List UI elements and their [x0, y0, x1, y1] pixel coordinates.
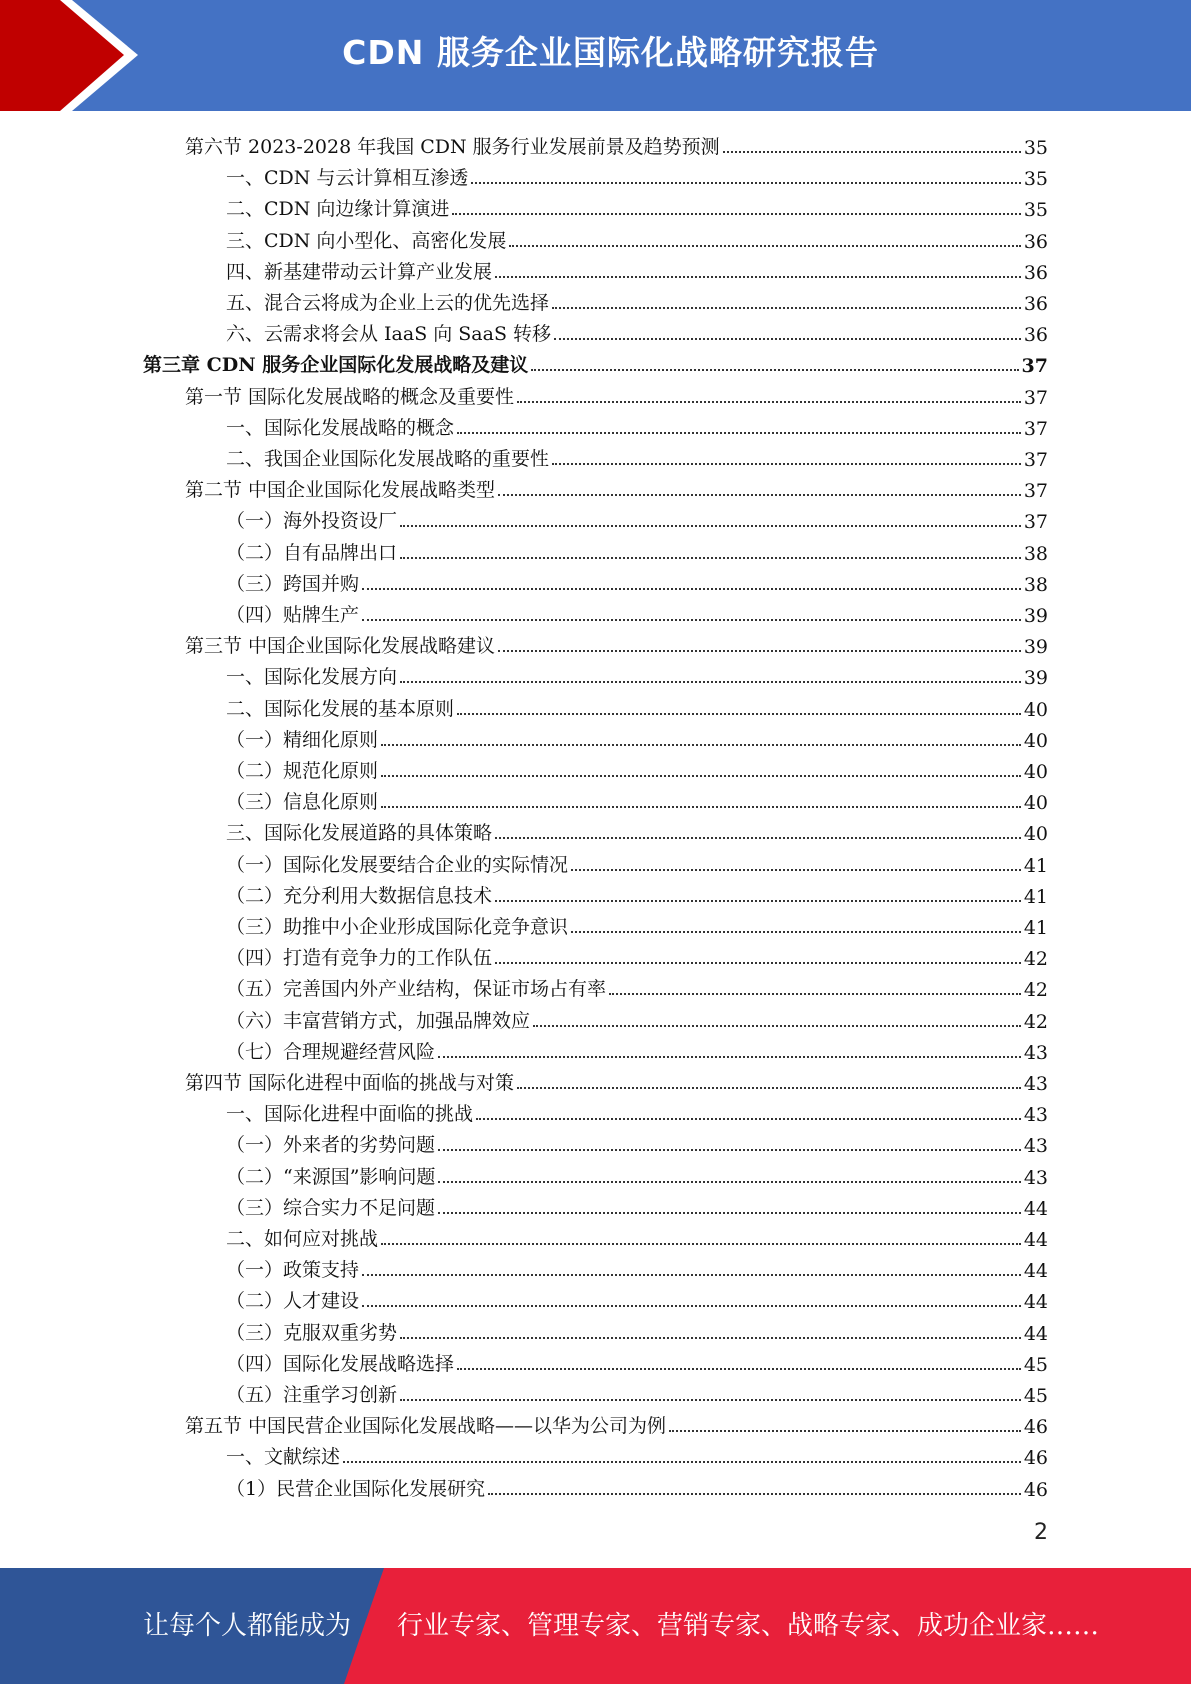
toc-entry-page: 35	[1023, 199, 1048, 222]
toc-entry-title: 第三章 CDN 服务企业国际化发展战略及建议	[143, 354, 529, 377]
toc-entry[interactable]	[185, 1407, 1048, 1438]
toc-dot-leader	[400, 1399, 1021, 1401]
toc-entry-page: 41	[1023, 917, 1048, 939]
toc-dot-leader	[438, 1181, 1020, 1183]
toc-dot-leader	[362, 588, 1021, 590]
toc-entry-page: 36	[1023, 230, 1048, 253]
toc-dot-leader	[723, 151, 1021, 153]
toc-dot-leader	[517, 401, 1021, 403]
toc-entry-title: 第四节 国际化进程中面临的挑战与对策	[185, 1072, 515, 1094]
toc-entry-title: （一）国际化发展要结合企业的实际情况	[226, 853, 569, 876]
toc-entry-page: 44	[1023, 1260, 1048, 1283]
toc-entry-title: （六）丰富营销方式，加强品牌效应	[226, 1009, 531, 1032]
toc-entry-title: （三）克服双重劣势	[226, 1321, 398, 1344]
toc-dot-leader	[457, 1368, 1021, 1370]
toc-entry[interactable]	[226, 1345, 1048, 1376]
toc-entry-page: 40	[1023, 792, 1048, 815]
toc-entry-page: 43	[1023, 1041, 1048, 1064]
toc-entry-title: （七）合理规避经营风险	[226, 1040, 436, 1063]
toc-entry[interactable]	[226, 752, 1048, 783]
toc-entry[interactable]	[226, 1470, 1048, 1501]
toc-entry-title: （三）信息化原则	[226, 791, 379, 814]
toc-dot-leader	[362, 1305, 1021, 1307]
toc-entry-page: 43	[1023, 1166, 1048, 1189]
toc-dot-leader	[554, 338, 1021, 340]
toc-entry-title: 三、国际化发展道路的具体策略	[226, 822, 493, 845]
footer-slogan-left: 让每个人都能成为	[143, 1611, 352, 1641]
toc-dot-leader	[609, 993, 1021, 995]
toc-dot-leader	[457, 432, 1021, 434]
toc-dot-leader	[438, 1149, 1021, 1151]
toc-entry-page: 42	[1023, 979, 1048, 1002]
toc-dot-leader	[362, 619, 1021, 621]
toc-dot-leader	[533, 1025, 1021, 1027]
toc-entry-title: （一）精细化原则	[226, 728, 379, 751]
toc-dot-leader	[495, 900, 1021, 902]
toc-entry-page: 35	[1023, 137, 1048, 159]
toc-entry[interactable]	[226, 1251, 1048, 1282]
page-number: 2	[1034, 1520, 1048, 1545]
toc-dot-leader	[498, 494, 1021, 496]
toc-entry-page: 37	[1023, 480, 1048, 503]
toc-entry[interactable]	[226, 908, 1048, 939]
toc-entry-page: 40	[1023, 823, 1048, 846]
page-footer	[0, 1568, 1191, 1684]
toc-entry-page: 39	[1023, 636, 1048, 659]
toc-entry-page: 40	[1023, 698, 1048, 721]
toc-entry-title: 四、新基建带动云计算产业发展	[226, 260, 493, 283]
toc-entry-title: （五）注重学习创新	[226, 1384, 398, 1406]
toc-entry[interactable]	[185, 128, 1048, 159]
toc-entry-page: 43	[1023, 1135, 1048, 1158]
toc-entry-page: 40	[1023, 729, 1048, 752]
toc-entry-title: （二）“来源国”影响问题	[226, 1165, 436, 1188]
toc-dot-leader	[488, 1493, 1021, 1495]
toc-entry-title: （三）综合实力不足问题	[226, 1196, 436, 1219]
toc-dot-leader	[509, 245, 1020, 247]
toc-entry-page: 36	[1023, 293, 1048, 315]
toc-entry-page: 42	[1023, 1010, 1048, 1033]
toc-dot-leader	[381, 744, 1021, 746]
toc-dot-leader	[400, 1337, 1021, 1339]
header-title: CDN 服务企业国际化战略研究报告	[342, 33, 879, 72]
toc-dot-leader	[495, 962, 1021, 964]
toc-entry-page: 46	[1023, 1416, 1048, 1439]
toc-entry[interactable]	[226, 440, 1048, 471]
toc-entry[interactable]	[226, 1002, 1048, 1033]
toc-entry[interactable]	[226, 222, 1048, 253]
toc-entry-title: 第一节 国际化发展战略的概念及重要性	[185, 385, 515, 408]
toc-dot-leader	[400, 681, 1021, 683]
toc-entry[interactable]	[226, 1282, 1048, 1313]
toc-entry-page: 45	[1023, 1353, 1048, 1376]
toc-entry[interactable]	[226, 409, 1048, 440]
toc-entry-title: 六、云需求将会从 IaaS 向 SaaS 转移	[226, 323, 552, 346]
toc-entry-page: 44	[1023, 1197, 1048, 1220]
toc-entry-title: 二、如何应对挑战	[226, 1228, 379, 1250]
toc-entry-title: 第六节 2023-2028 年我国 CDN 服务行业发展前景及趋势预测	[185, 136, 720, 158]
toc-dot-leader	[495, 276, 1021, 278]
toc-entry[interactable]	[226, 596, 1048, 627]
toc-entry[interactable]	[185, 1064, 1048, 1095]
toc-dot-leader	[498, 650, 1021, 652]
toc-entry-title: （四）国际化发展战略选择	[226, 1352, 455, 1375]
toc-dot-leader	[471, 182, 1020, 184]
toc-entry-page: 39	[1023, 605, 1048, 627]
toc-entry[interactable]	[226, 939, 1048, 970]
toc-dot-leader	[476, 1118, 1021, 1120]
toc-dot-leader	[495, 837, 1021, 839]
toc-dot-leader	[552, 463, 1021, 465]
toc-dot-leader	[438, 1212, 1021, 1214]
toc-entry-page: 43	[1023, 1104, 1048, 1127]
toc-entry-page: 37	[1023, 449, 1048, 471]
toc-entry[interactable]	[226, 534, 1048, 565]
toc-entry-page: 36	[1023, 324, 1048, 347]
toc-entry-title: （三）跨国并购	[226, 572, 360, 595]
toc-dot-leader	[571, 869, 1021, 871]
toc-dot-leader	[381, 1243, 1021, 1245]
toc-entry-page: 35	[1023, 168, 1048, 191]
toc-entry-page: 41	[1023, 854, 1048, 877]
toc-entry[interactable]	[226, 877, 1048, 908]
toc-entry[interactable]	[226, 690, 1048, 721]
toc-dot-leader	[381, 806, 1021, 808]
toc-entry[interactable]	[226, 1095, 1048, 1126]
toc-dot-leader	[669, 1430, 1021, 1432]
toc-entry-title: （1）民营企业国际化发展研究	[226, 1477, 486, 1500]
toc-dot-leader	[552, 307, 1021, 309]
toc-entry-page: 42	[1023, 948, 1048, 971]
toc-dot-leader	[362, 1274, 1021, 1276]
toc-dot-leader	[343, 1461, 1021, 1463]
toc-entry-title: （四）贴牌生产	[226, 604, 360, 626]
toc-entry[interactable]	[226, 1033, 1048, 1064]
toc-entry-page: 44	[1023, 1229, 1048, 1251]
toc-entry[interactable]	[185, 627, 1048, 658]
toc-entry-title: 五、混合云将成为企业上云的优先选择	[226, 292, 550, 314]
toc-entry-title: （一）外来者的劣势问题	[226, 1134, 436, 1157]
toc-dot-leader	[400, 557, 1021, 559]
toc-entry-title: （一）海外投资设厂	[226, 510, 398, 533]
toc-entry[interactable]	[226, 1189, 1048, 1220]
toc-entry[interactable]	[226, 1220, 1048, 1251]
toc-dot-leader	[571, 931, 1021, 933]
toc-entry-title: 二、国际化发展的基本原则	[226, 697, 455, 720]
toc-entry-title: （二）自有品牌出口	[226, 541, 398, 564]
toc-entry[interactable]	[226, 190, 1048, 221]
toc-dot-leader	[457, 713, 1021, 715]
toc-entry[interactable]	[143, 346, 1048, 377]
toc-dot-leader	[452, 213, 1020, 215]
toc-entry-page: 38	[1023, 542, 1048, 565]
toc-entry-title: （二）规范化原则	[226, 760, 379, 782]
toc-entry-title: 一、CDN 与云计算相互渗透	[226, 167, 469, 190]
toc-entry[interactable]	[226, 1376, 1048, 1407]
toc-entry[interactable]	[226, 970, 1048, 1001]
toc-entry-title: 三、CDN 向小型化、高密化发展	[226, 229, 507, 252]
toc-dot-leader	[517, 1087, 1021, 1089]
toc-entry-page: 37	[1023, 417, 1048, 440]
toc-entry-title: （五）完善国内外产业结构，保证市场占有率	[226, 978, 607, 1001]
toc-entry-page: 37	[1023, 511, 1048, 534]
toc-entry[interactable]	[226, 783, 1048, 814]
toc-entry[interactable]	[226, 721, 1048, 752]
toc-entry[interactable]	[226, 502, 1048, 533]
toc-entry[interactable]	[226, 846, 1048, 877]
toc-entry-title: 二、我国企业国际化发展战略的重要性	[226, 448, 550, 470]
toc-entry-page: 40	[1023, 761, 1048, 783]
toc-entry-page: 37	[1021, 355, 1048, 378]
toc-entry-page: 46	[1023, 1478, 1048, 1501]
toc-entry[interactable]	[185, 471, 1048, 502]
toc-entry-page: 44	[1023, 1291, 1048, 1314]
toc-entry[interactable]	[226, 284, 1048, 315]
toc-entry-page: 44	[1023, 1322, 1048, 1345]
toc-dot-leader	[531, 369, 1018, 371]
toc-entry[interactable]	[226, 658, 1048, 689]
toc-entry-title: 一、文献综述	[226, 1446, 341, 1469]
toc-entry-title: （一）政策支持	[226, 1259, 360, 1282]
toc-dot-leader	[381, 775, 1021, 777]
toc-entry[interactable]	[226, 565, 1048, 596]
toc-entry[interactable]	[226, 1126, 1048, 1157]
toc-entry-page: 41	[1023, 885, 1048, 908]
toc-entry-page: 46	[1023, 1447, 1048, 1470]
toc-entry[interactable]	[226, 315, 1048, 346]
toc-entry[interactable]	[226, 1314, 1048, 1345]
toc-entry[interactable]	[226, 253, 1048, 284]
footer-slogan-right: 行业专家、管理专家、营销专家、战略专家、成功企业家……	[397, 1611, 1100, 1641]
toc-entry-title: 第三节 中国企业国际化发展战略建议	[185, 635, 496, 658]
toc-entry-title: 二、CDN 向边缘计算演进	[226, 198, 450, 221]
toc-entry[interactable]	[226, 1158, 1048, 1189]
toc-dot-leader	[438, 1056, 1021, 1058]
toc-entry-title: （二）充分利用大数据信息技术	[226, 884, 493, 907]
toc-entry-title: （二）人才建设	[226, 1290, 360, 1313]
toc-entry-title: 第五节 中国民营企业国际化发展战略——以华为公司为例	[185, 1415, 667, 1438]
toc-entry[interactable]	[185, 378, 1048, 409]
toc-entry-page: 38	[1023, 573, 1048, 596]
toc-entry-title: （四）打造有竞争力的工作队伍	[226, 947, 493, 970]
toc-entry-page: 37	[1023, 386, 1048, 409]
toc-entry-title: 一、国际化发展战略的概念	[226, 416, 455, 439]
toc-entry-title: 第二节 中国企业国际化发展战略类型	[185, 479, 496, 502]
toc-entry[interactable]	[226, 814, 1048, 845]
toc-entry-page: 39	[1023, 667, 1048, 690]
toc-entry-page: 36	[1023, 261, 1048, 284]
toc-entry[interactable]	[226, 1438, 1048, 1469]
page-header	[0, 0, 1191, 111]
toc-entry-page: 43	[1023, 1073, 1048, 1095]
toc-entry[interactable]	[226, 159, 1048, 190]
toc-dot-leader	[400, 525, 1021, 527]
toc-entry-title: 一、国际化进程中面临的挑战	[226, 1103, 474, 1126]
toc-entry-page: 45	[1023, 1385, 1048, 1407]
toc-entry-title: （三）助推中小企业形成国际化竞争意识	[226, 916, 569, 938]
toc-entry-title: 一、国际化发展方向	[226, 666, 398, 689]
